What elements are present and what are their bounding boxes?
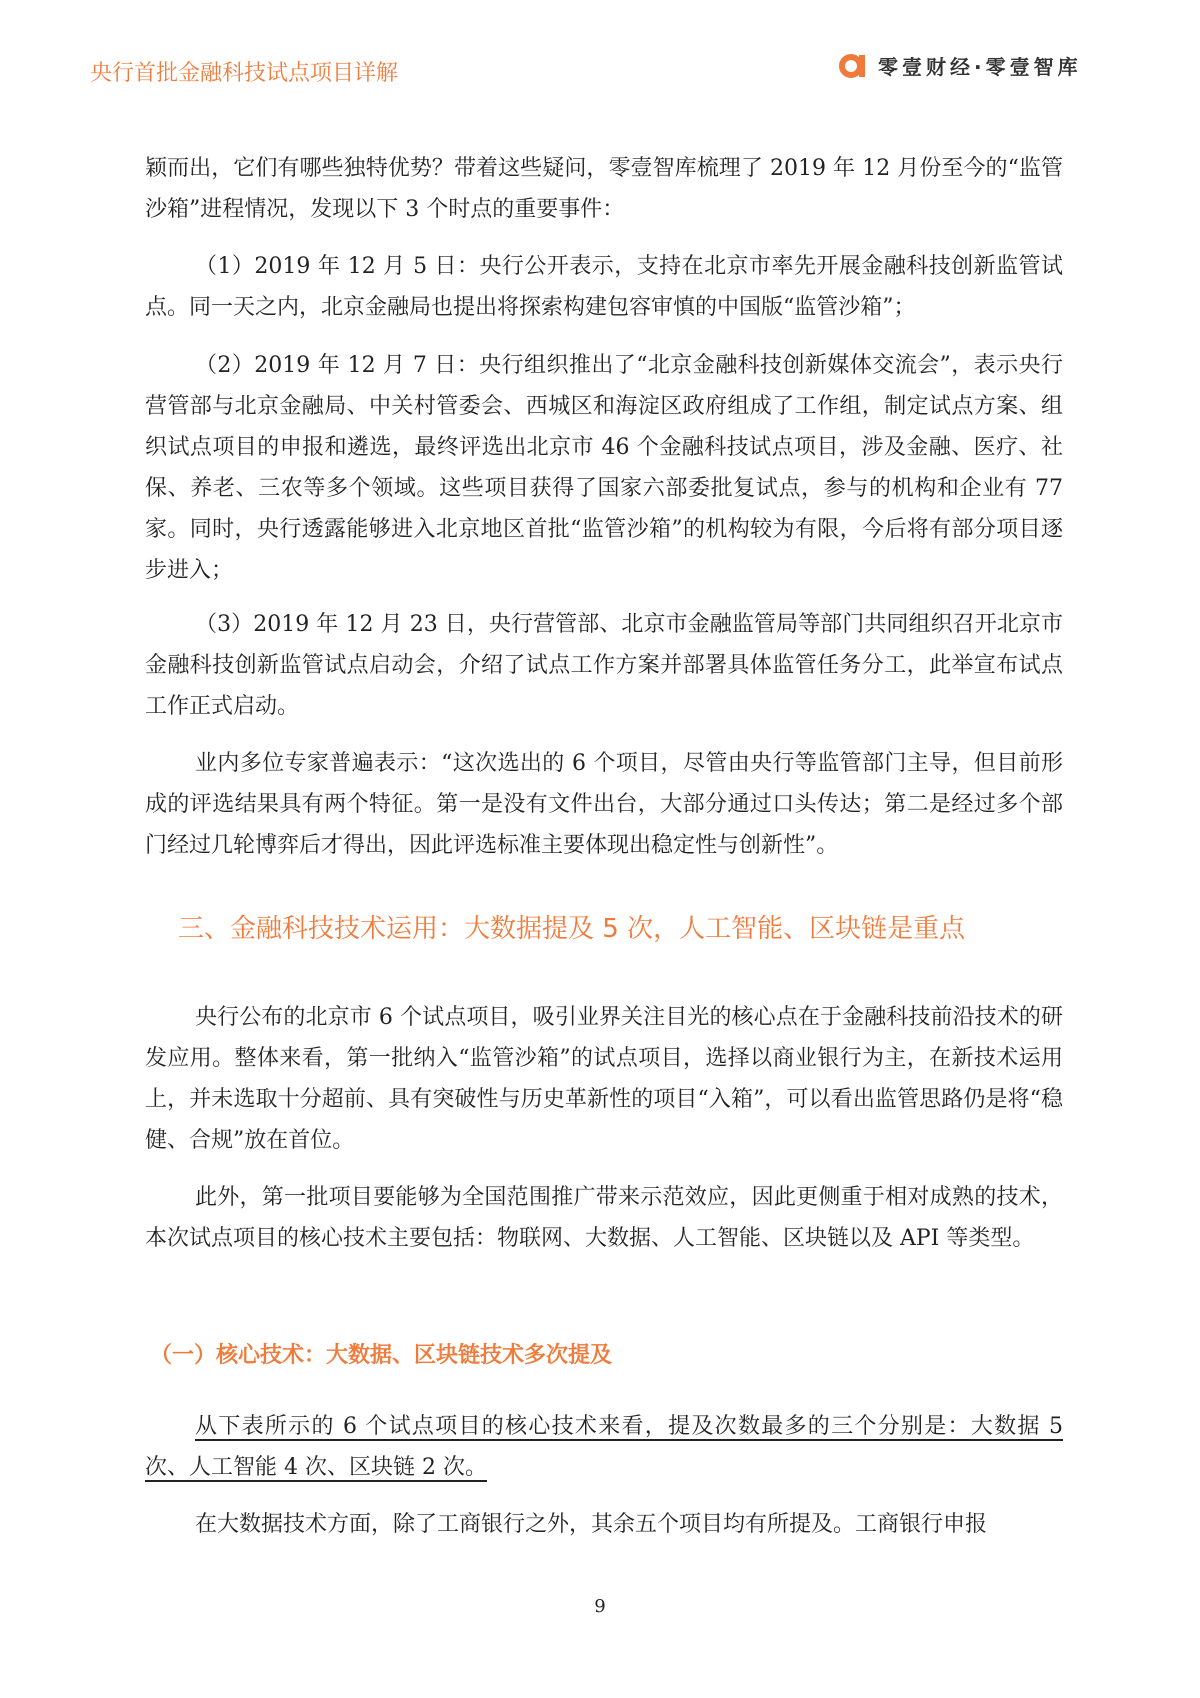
paragraph: （1）2019 年 12 月 5 日：央行公开表示，支持在北京市率先开展金融科技创新监管试点。同一天之内，北京金融局也提出将探索构建包容审慎的中国版“监管沙箱”；	[145, 254, 1063, 320]
paragraph: 央行公布的北京市 6 个试点项目，吸引业界关注目光的核心点在于金融科技前沿技术的研发应用。整体来看，第一批纳入“监管沙箱”的试点项目，选择以商业银行为主，在新技术运用上，并未选取十分超前、具有突破性与历史革新性的项目“入箱”，可以看出监管思路仍是将“稳健、合规”放在首位。	[145, 1005, 1063, 1153]
paragraph: （2）2019 年 12 月 7 日：央行组织推出了“北京金融科技创新媒体交流会”，表示央行营管部与北京金融局、中关村管委会、西城区和海淀区政府组成了工作组，制定试点方案、组织试点项目的申报和遴选，最终评选出北京市 46 个金融科技试点项目，涉及金融、医疗、社保、养老、三农等多个领域。这些项目获得了国家六部委批复试点，参与的机构和企业有 77 家。同时，央行透露能够进入北京地区首批“监管沙箱”的机构较为有限，今后将有部分项目逐步进入；	[145, 353, 1063, 583]
document-title: 央行首批金融科技试点项目详解	[90, 61, 399, 86]
brand-logo-icon	[838, 50, 868, 80]
page-number: 9	[594, 1596, 606, 1617]
paragraph: 此外，第一批项目要能够为全国范围推广带来示范效应，因此更侧重于相对成熟的技术，本次试点项目的核心技术主要包括：物联网、大数据、人工智能、区块链以及 API 等类型。	[145, 1185, 1063, 1251]
paragraph: 颖而出，它们有哪些独特优势？带着这些疑问，零壹智库梳理了 2019 年 12 月份至今的“监管沙箱”进程情况，发现以下 3 个时点的重要事件：	[145, 156, 1063, 222]
section-heading: 三、金融科技技术运用：大数据提及 5 次，人工智能、区块链是重点	[178, 914, 966, 944]
brand	[838, 50, 1082, 80]
subsection-heading: （一）核心技术：大数据、区块链技术多次提及	[150, 1343, 613, 1368]
brand-name: 零壹财经·零壹智库	[878, 54, 1082, 79]
underlined-text: 从下表所示的 6 个试点项目的核心技术来看，提及次数最多的三个分别是：大数据 5 次、人工智能 4 次、区块链 2 次。	[145, 1414, 1063, 1480]
paragraph: （3）2019 年 12 月 23 日，央行营管部、北京市金融监管局等部门共同组织召开北京市金融科技创新监管试点启动会，介绍了试点工作方案并部署具体监管任务分工，此举宣布试点工作正式启动。	[145, 612, 1063, 719]
paragraph: 业内多位专家普遍表示：“这次选出的 6 个项目，尽管由央行等监管部门主导，但目前形成的评选结果具有两个特征。第一是没有文件出台，大部分通过口头传达；第二是经过多个部门经过几轮博弈后才得出，因此评选标准主要体现出稳定性与创新性”。	[145, 751, 1063, 858]
paragraph: 在大数据技术方面，除了工商银行之外，其余五个项目均有所提及。工商银行申报	[195, 1512, 988, 1537]
paragraph-underlined	[145, 1406, 1063, 1488]
